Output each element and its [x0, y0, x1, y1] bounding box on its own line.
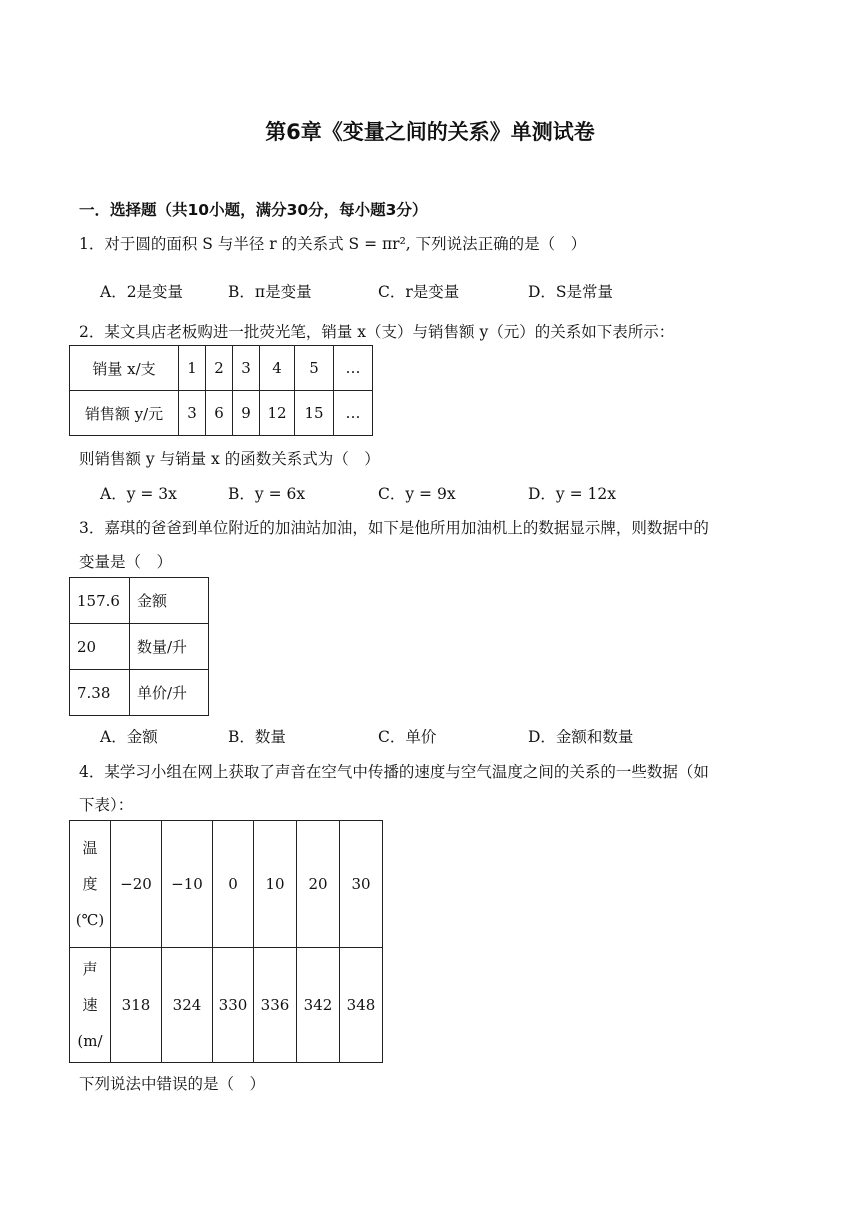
question-2-stem: 2．某文具店老板购进一批荧光笔，销量 x（支）与销售额 y（元）的关系如下表所示：	[79, 323, 675, 341]
q3-table	[69, 577, 209, 716]
table-row	[70, 578, 209, 624]
table-cell: 1	[179, 346, 206, 391]
header-char: 度	[82, 875, 98, 893]
table-cell: −20	[111, 821, 162, 948]
q3-option-d[interactable]: D．金额和数量	[528, 728, 634, 746]
table-cell: …	[334, 391, 373, 436]
q3-option-b[interactable]: B．数量	[228, 728, 286, 746]
table-cell: 342	[297, 948, 340, 1063]
table-cell: 7.38	[70, 670, 130, 716]
table-cell: 2	[206, 346, 233, 391]
table-row	[70, 821, 383, 948]
table-cell: 15	[295, 391, 334, 436]
table-cell: 318	[111, 948, 162, 1063]
table-cell: 销售额 y/元	[70, 391, 179, 436]
q2-option-a[interactable]: A．y = 3x	[100, 485, 177, 503]
question-4-followup: 下列说法中错误的是（ ）	[79, 1075, 266, 1093]
q3-option-c[interactable]: C．单价	[378, 728, 437, 746]
header-char: 声	[82, 960, 98, 978]
table-cell: 5	[295, 346, 334, 391]
question-4-stem-line2: 下表）：	[79, 796, 134, 814]
q1-option-b[interactable]: B．π是变量	[228, 283, 312, 301]
question-4-stem-line1: 4．某学习小组在网上获取了声音在空气中传播的速度与空气温度之间的关系的一些数据（如	[79, 763, 709, 781]
table-row	[70, 346, 373, 391]
table-cell: 12	[260, 391, 295, 436]
table-cell: 324	[162, 948, 213, 1063]
table-header-cell	[70, 948, 111, 1063]
question-3-stem-line2: 变量是（ ）	[79, 553, 173, 571]
q4-table	[69, 820, 383, 1063]
table-cell: 0	[213, 821, 254, 948]
q2-option-b[interactable]: B．y = 6x	[228, 485, 306, 503]
question-1-stem: 1．对于圆的面积 S 与半径 r 的关系式 S = πr², 下列说法正确的是（ ）	[79, 235, 587, 253]
table-row	[70, 624, 209, 670]
question-2-followup: 则销售额 y 与销量 x 的函数关系式为（ ）	[79, 450, 380, 468]
table-cell: 金额	[130, 578, 209, 624]
table-cell: 6	[206, 391, 233, 436]
table-cell: 3	[233, 346, 260, 391]
q2-option-d[interactable]: D．y = 12x	[528, 485, 616, 503]
table-cell: 30	[340, 821, 383, 948]
table-cell: 3	[179, 391, 206, 436]
question-3-stem-line1: 3．嘉琪的爸爸到单位附近的加油站加油，如下是他所用加油机上的数据显示牌，则数据中的	[79, 519, 709, 537]
table-cell: 单价/升	[130, 670, 209, 716]
section-heading: 一．选择题（共10小题，满分30分，每小题3分）	[79, 201, 428, 219]
table-cell: 20	[70, 624, 130, 670]
table-cell: 157.6	[70, 578, 130, 624]
header-char: 速	[82, 996, 98, 1014]
q1-option-d[interactable]: D．S是常量	[528, 283, 614, 301]
header-char: (m/	[77, 1032, 103, 1050]
page-title: 第6章《变量之间的关系》单测试卷	[265, 120, 595, 144]
q2-table	[69, 345, 373, 436]
table-cell: 10	[254, 821, 297, 948]
table-cell: −10	[162, 821, 213, 948]
header-char: 温	[82, 839, 98, 857]
table-cell: 336	[254, 948, 297, 1063]
q2-option-c[interactable]: C．y = 9x	[378, 485, 456, 503]
table-cell: 数量/升	[130, 624, 209, 670]
table-cell: …	[334, 346, 373, 391]
q3-option-a[interactable]: A．金额	[100, 728, 158, 746]
table-cell: 20	[297, 821, 340, 948]
table-cell: 9	[233, 391, 260, 436]
table-cell: 销量 x/支	[70, 346, 179, 391]
table-row	[70, 391, 373, 436]
q1-option-c[interactable]: C．r是变量	[378, 283, 460, 301]
table-cell: 4	[260, 346, 295, 391]
table-row	[70, 670, 209, 716]
table-row	[70, 948, 383, 1063]
table-cell: 348	[340, 948, 383, 1063]
header-char: (℃)	[75, 911, 105, 929]
table-header-cell	[70, 821, 111, 948]
table-cell: 330	[213, 948, 254, 1063]
q1-option-a[interactable]: A．2是变量	[100, 283, 184, 301]
